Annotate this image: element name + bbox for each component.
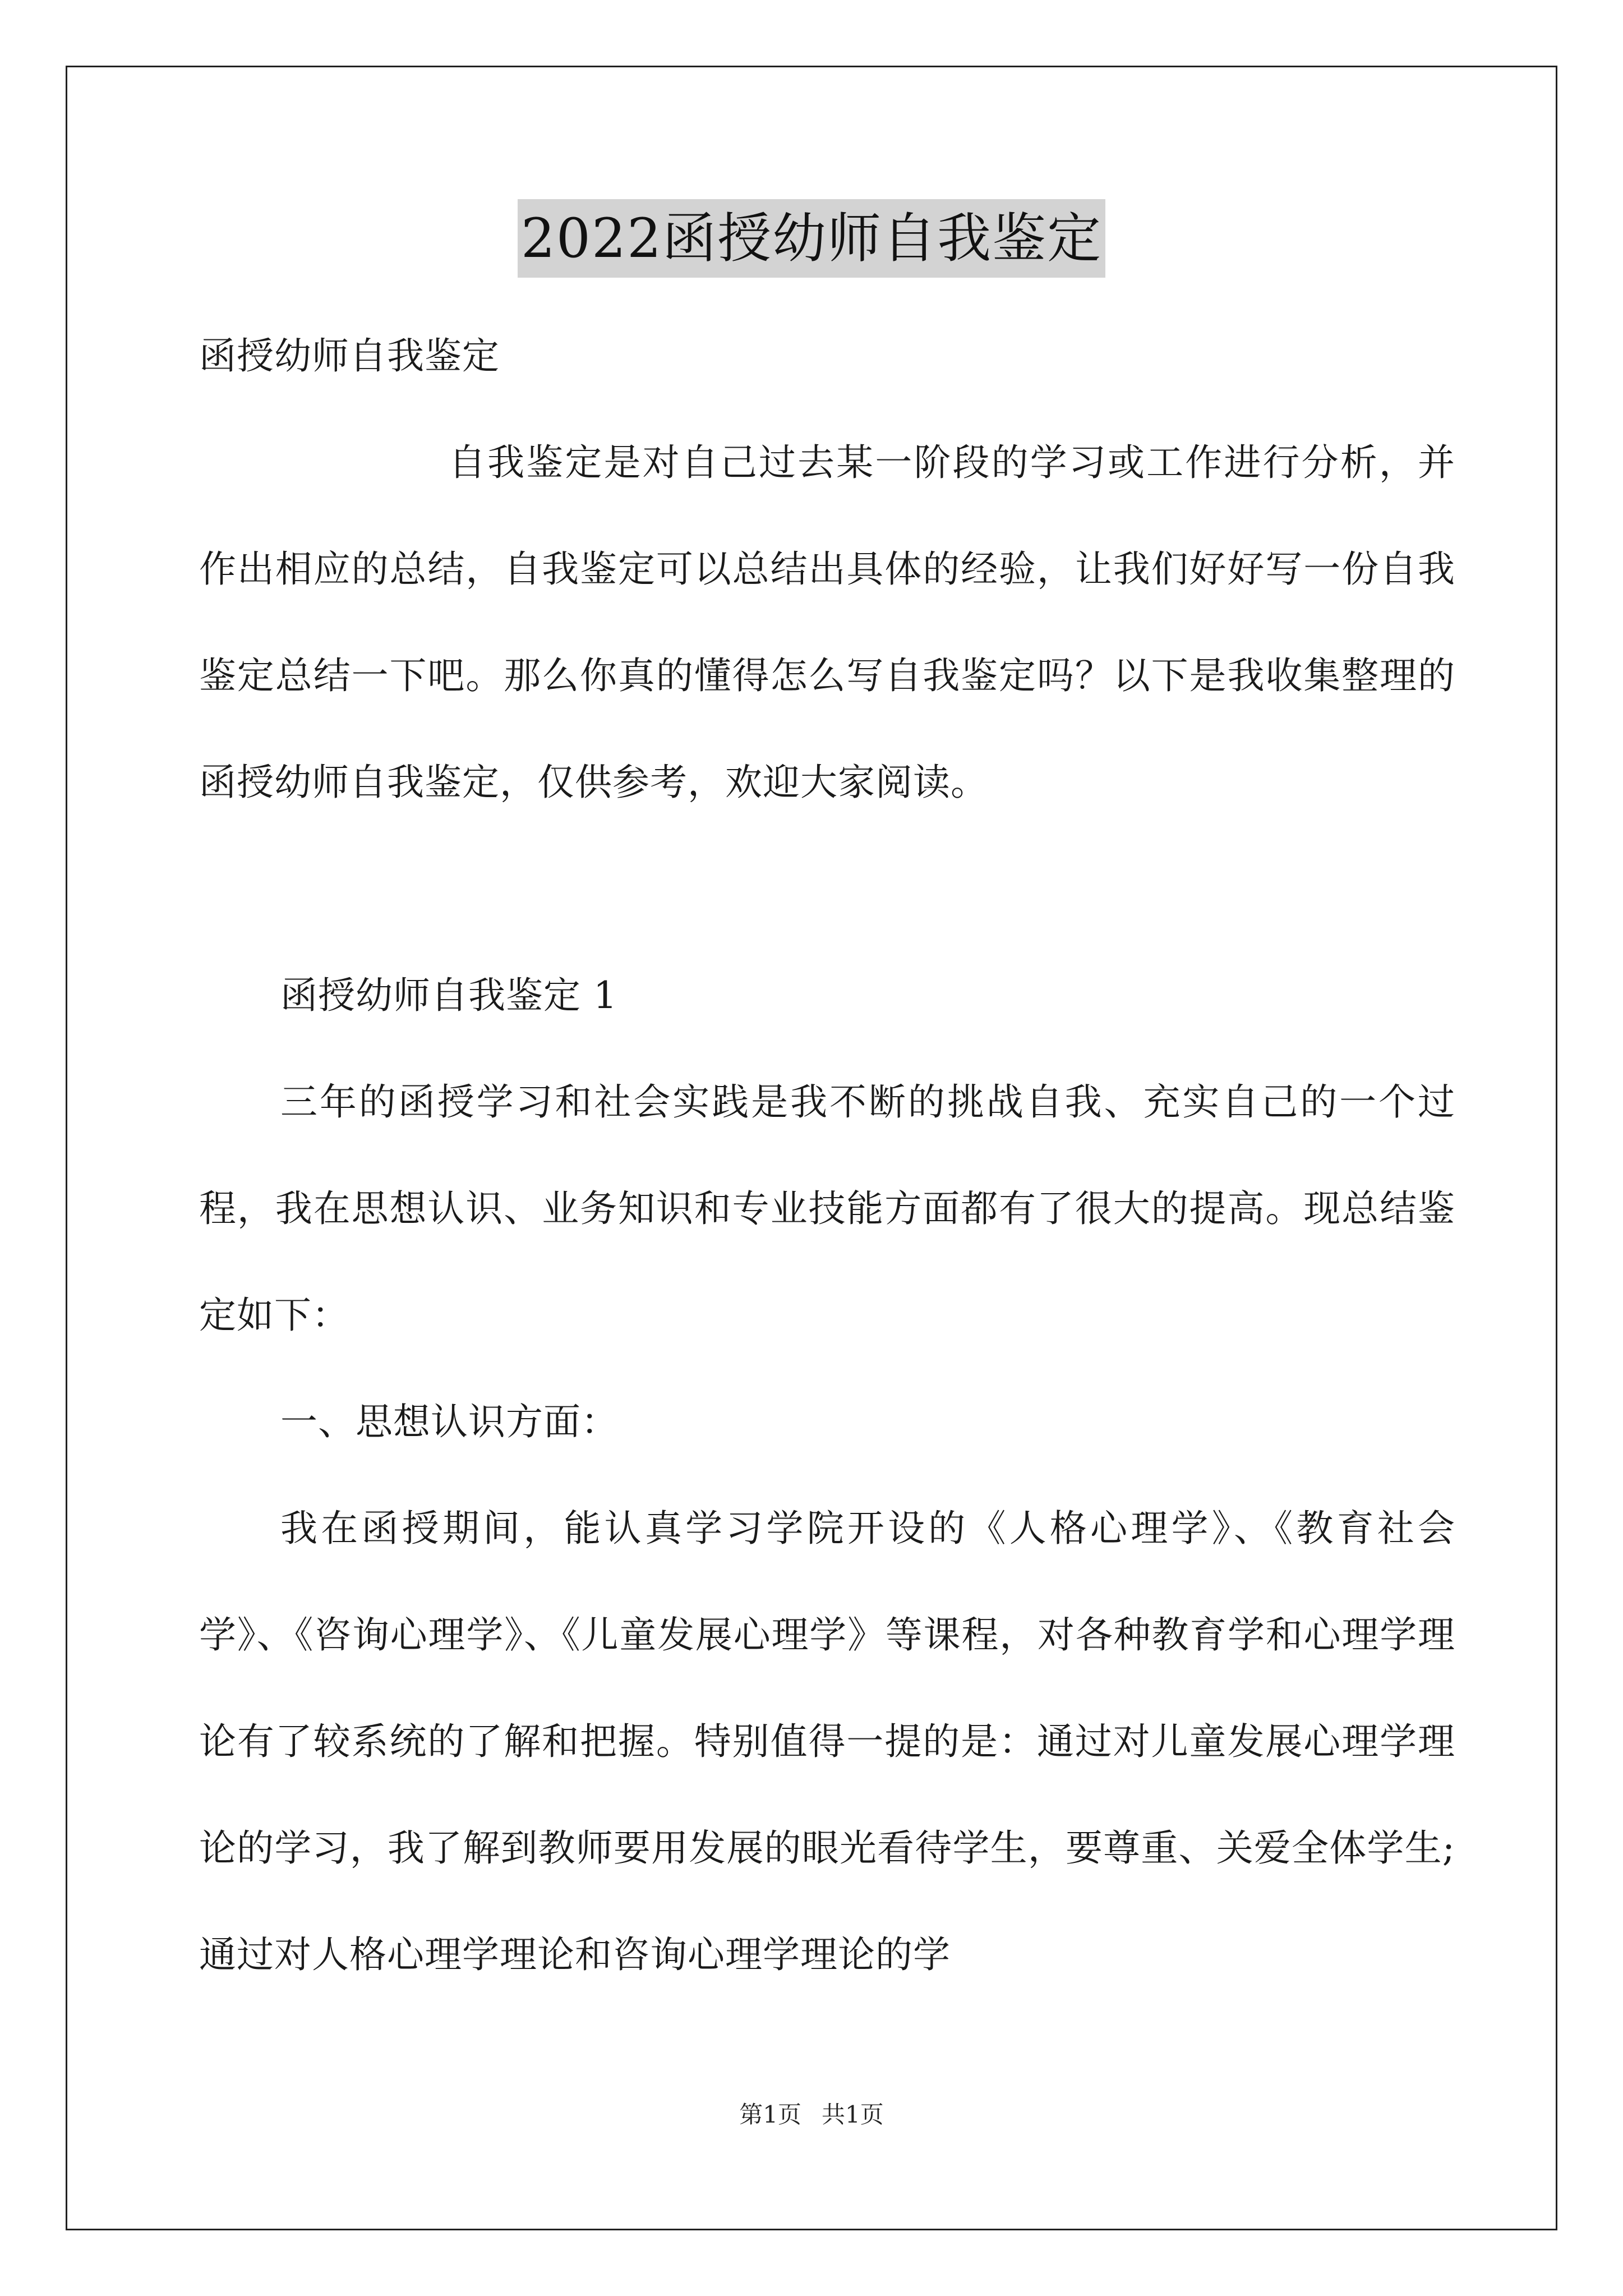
title-container bbox=[0, 199, 1623, 278]
body-paragraph-2: 我在函授期间，能认真学习学院开设的《人格心理学》、《教育社会学》、《咨询心理学》、《儿童发展心理学》等课程，对各种教育学和心理学理论有了较系统的了解和把握。特别值得一提的是：通过对儿童发展心理学理论的学习，我了解到教师要用发展的眼光看待学生，要尊重、关爱全体学生;通过对人格心理学理论和咨询心理学理论的学 bbox=[199, 1507, 1455, 1976]
document-title: 2022函授幼师自我鉴定 bbox=[518, 199, 1105, 278]
body-paragraph-1: 三年的函授学习和社会实践是我不断的挑战自我、充实自己的一个过程，我在思想认识、业务知识和专业技能方面都有了很大的提高。现总结鉴定如下： bbox=[199, 1080, 1455, 1337]
document-body bbox=[199, 303, 1455, 2008]
section-heading: 函授幼师自我鉴定 1 bbox=[280, 974, 617, 1017]
page-number-current: 第1页 bbox=[739, 2101, 801, 2128]
document-subtitle: 函授幼师自我鉴定 bbox=[199, 334, 500, 378]
paragraph-gap bbox=[199, 836, 1455, 942]
subheading-ideology: 一、思想认识方面： bbox=[280, 1400, 619, 1443]
page-footer bbox=[0, 2098, 1623, 2132]
page-number-total: 共1页 bbox=[822, 2101, 884, 2128]
intro-paragraph: 自我鉴定是对自己过去某一阶段的学习或工作进行分析，并作出相应的总结，自我鉴定可以总结出具体的经验，让我们好好写一份自我鉴定总结一下吧。那么你真的懂得怎么写自我鉴定吗？以下是我收集整理的函授幼师自我鉴定，仅供参考，欢迎大家阅读。 bbox=[199, 441, 1455, 804]
